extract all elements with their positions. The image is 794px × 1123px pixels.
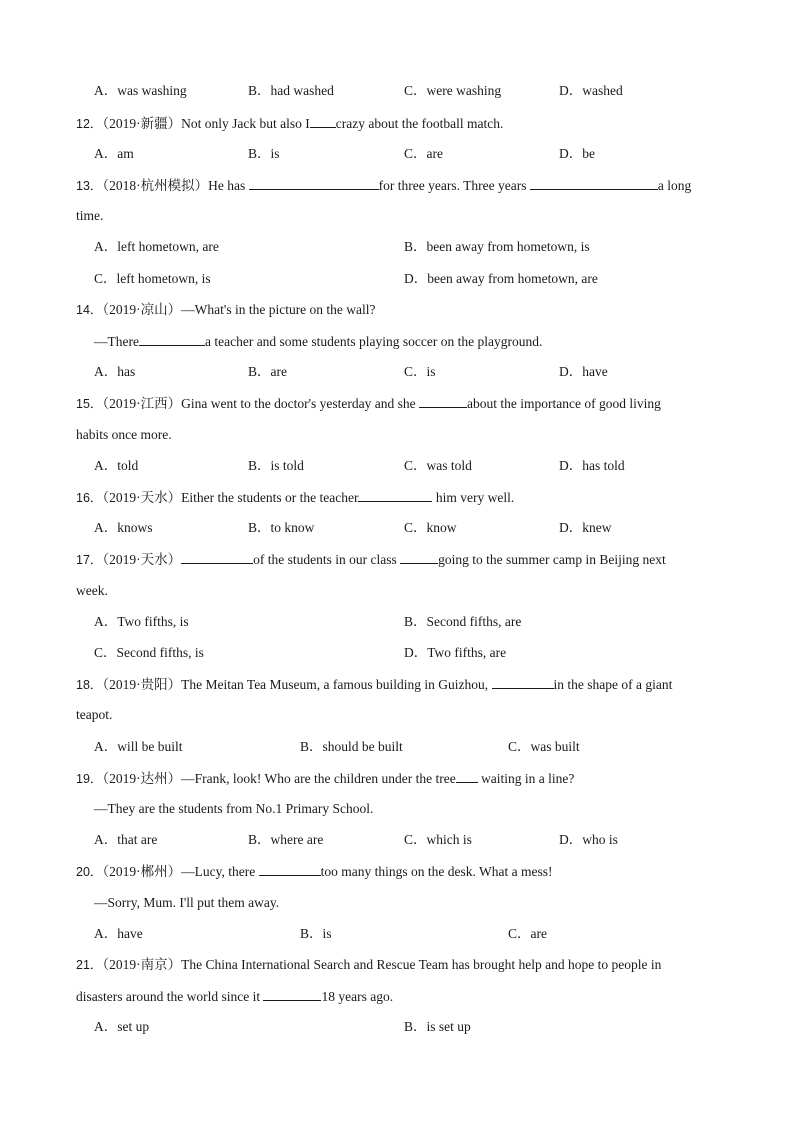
q12-option-c[interactable]: C．are: [404, 146, 443, 161]
question-text: Either the students or the teacher: [181, 490, 359, 505]
answer-blank[interactable]: [263, 987, 321, 1001]
q17-stem: [76, 550, 666, 569]
q14-option-b[interactable]: B．are: [248, 364, 287, 379]
q16-option-b[interactable]: B．to know: [248, 520, 315, 535]
question-number: 14．: [76, 303, 103, 317]
q11-option-c[interactable]: C．were washing: [404, 83, 502, 98]
q19-option-c[interactable]: C．which is: [404, 832, 472, 847]
question-text: —There: [94, 334, 139, 349]
answer-blank[interactable]: [530, 176, 658, 190]
answer-blank[interactable]: [400, 550, 438, 564]
q15-option-c[interactable]: C．was told: [404, 458, 472, 473]
question-text: Not only Jack but also I: [181, 116, 310, 131]
q16-option-d[interactable]: D．knew: [559, 520, 612, 535]
q12-option-a[interactable]: A．am: [94, 146, 134, 161]
q14-option-d[interactable]: D．have: [559, 364, 608, 379]
q14-stem: [76, 301, 376, 319]
q15-option-d[interactable]: D．has told: [559, 458, 625, 473]
question-text: disasters around the world since it: [76, 989, 264, 1004]
answer-blank[interactable]: [358, 488, 432, 502]
answer-blank[interactable]: [310, 114, 336, 128]
q16-stem: [76, 488, 514, 507]
question-number: 21．: [76, 958, 103, 972]
q12-stem: [76, 114, 503, 133]
question-number: 15．: [76, 397, 103, 411]
q11-option-d[interactable]: D．washed: [559, 83, 623, 98]
q15-stem-continued: habits once more.: [76, 427, 172, 442]
question-text: 18 years ago.: [321, 989, 394, 1004]
q16-option-c[interactable]: C．know: [404, 520, 457, 535]
q14-option-a[interactable]: A．has: [94, 364, 136, 379]
q18-option-b[interactable]: B．should be built: [300, 739, 403, 754]
q12-option-d[interactable]: D．be: [559, 146, 595, 161]
q18-stem: [76, 675, 672, 694]
question-source: （2019·达州）: [102, 771, 182, 786]
question-source: （2019·郴州）: [102, 864, 182, 879]
q20-option-a[interactable]: A．have: [94, 926, 143, 941]
question-source: （2019·凉山）: [102, 302, 182, 317]
q13-option-d[interactable]: D．been away from hometown, are: [404, 271, 598, 286]
q21-stem: [76, 956, 661, 974]
q19-stem: [76, 769, 574, 788]
question-text: waiting in a line?: [477, 771, 575, 786]
question-text: He has: [208, 178, 249, 193]
q12-option-b[interactable]: B．is: [248, 146, 280, 161]
q14-option-c[interactable]: C．is: [404, 364, 436, 379]
q21-stem-continued: [76, 987, 393, 1006]
question-number: 13．: [76, 179, 103, 193]
q17-option-d[interactable]: D．Two fifths, are: [404, 645, 507, 660]
question-text: crazy about the football match.: [335, 116, 504, 131]
q11-option-b[interactable]: B．had washed: [248, 83, 334, 98]
question-text: going to the summer camp in Beijing next: [438, 552, 666, 567]
question-source: （2019·南京）: [102, 957, 182, 972]
q13-stem-continued: time.: [76, 208, 104, 223]
q13-option-b[interactable]: B．been away from hometown, is: [404, 239, 590, 254]
question-text: —Lucy, there: [181, 864, 259, 879]
q15-stem: [76, 394, 661, 413]
q14-dialogue: [94, 332, 542, 351]
q19-option-a[interactable]: A．that are: [94, 832, 158, 847]
q19-option-b[interactable]: B．where are: [248, 832, 324, 847]
question-number: 17．: [76, 553, 103, 567]
question-text: a teacher and some students playing soccer on the playground.: [204, 334, 543, 349]
question-text: in the shape of a giant: [553, 677, 673, 692]
answer-blank[interactable]: [249, 176, 379, 190]
question-text: —What's in the picture on the wall?: [181, 302, 376, 317]
question-number: 12．: [76, 117, 103, 131]
question-number: 18．: [76, 678, 103, 692]
question-source: （2019·贵阳）: [102, 677, 182, 692]
q20-option-b[interactable]: B．is: [300, 926, 332, 941]
q16-option-a[interactable]: A．knows: [94, 520, 153, 535]
q13-stem: [76, 176, 691, 195]
q20-option-c[interactable]: C．are: [508, 926, 547, 941]
q17-option-c[interactable]: C．Second fifths, is: [94, 645, 204, 660]
q17-option-a[interactable]: A．Two fifths, is: [94, 614, 189, 629]
q20-stem: [76, 862, 552, 881]
q20-reply: —Sorry, Mum. I'll put them away.: [94, 895, 280, 910]
q11-option-a[interactable]: A．was washing: [94, 83, 187, 98]
question-source: （2019·天水）: [102, 490, 182, 505]
answer-blank[interactable]: [492, 675, 554, 689]
question-text: The China International Search and Rescue Team has brought help and hope to people in: [181, 957, 662, 972]
question-number: 16．: [76, 491, 103, 505]
answer-blank[interactable]: [139, 332, 205, 346]
question-text: —Frank, look! Who are the children under the tree: [181, 771, 456, 786]
question-text: for three years. Three years: [378, 178, 530, 193]
question-text: of the students in our class: [253, 552, 401, 567]
q17-stem-continued: week.: [76, 583, 108, 598]
q18-option-a[interactable]: A．will be built: [94, 739, 183, 754]
question-source: （2019·天水）: [102, 552, 182, 567]
question-source: （2019·新疆）: [102, 116, 182, 131]
answer-blank[interactable]: [456, 769, 478, 783]
question-text: Gina went to the doctor's yesterday and she: [181, 396, 420, 411]
question-text: him very well.: [432, 490, 515, 505]
q19-option-d[interactable]: D．who is: [559, 832, 618, 847]
answer-blank[interactable]: [181, 550, 253, 564]
question-number: 20．: [76, 865, 103, 879]
question-text: a long: [657, 178, 692, 193]
q15-option-b[interactable]: B．is told: [248, 458, 304, 473]
question-number: 19．: [76, 772, 103, 786]
answer-blank[interactable]: [419, 394, 467, 408]
q18-stem-continued: teapot.: [76, 707, 113, 722]
q19-reply: —They are the students from No.1 Primary School.: [94, 801, 374, 816]
q15-option-a[interactable]: A．told: [94, 458, 139, 473]
q18-option-c[interactable]: C．was built: [508, 739, 580, 754]
question-text: too many things on the desk. What a mess!: [320, 864, 553, 879]
q13-option-a[interactable]: A．left hometown, are: [94, 239, 219, 254]
question-text: The Meitan Tea Museum, a famous building in Guizhou,: [181, 677, 492, 692]
q21-option-a[interactable]: A．set up: [94, 1019, 150, 1034]
question-text: about the importance of good living: [467, 396, 661, 411]
question-source: （2019·江西）: [102, 396, 182, 411]
q17-option-b[interactable]: B．Second fifths, are: [404, 614, 522, 629]
q21-option-b[interactable]: B．is set up: [404, 1019, 471, 1034]
q13-option-c[interactable]: C．left hometown, is: [94, 271, 211, 286]
answer-blank[interactable]: [259, 862, 321, 876]
question-source: （2018·杭州模拟）: [102, 178, 209, 193]
